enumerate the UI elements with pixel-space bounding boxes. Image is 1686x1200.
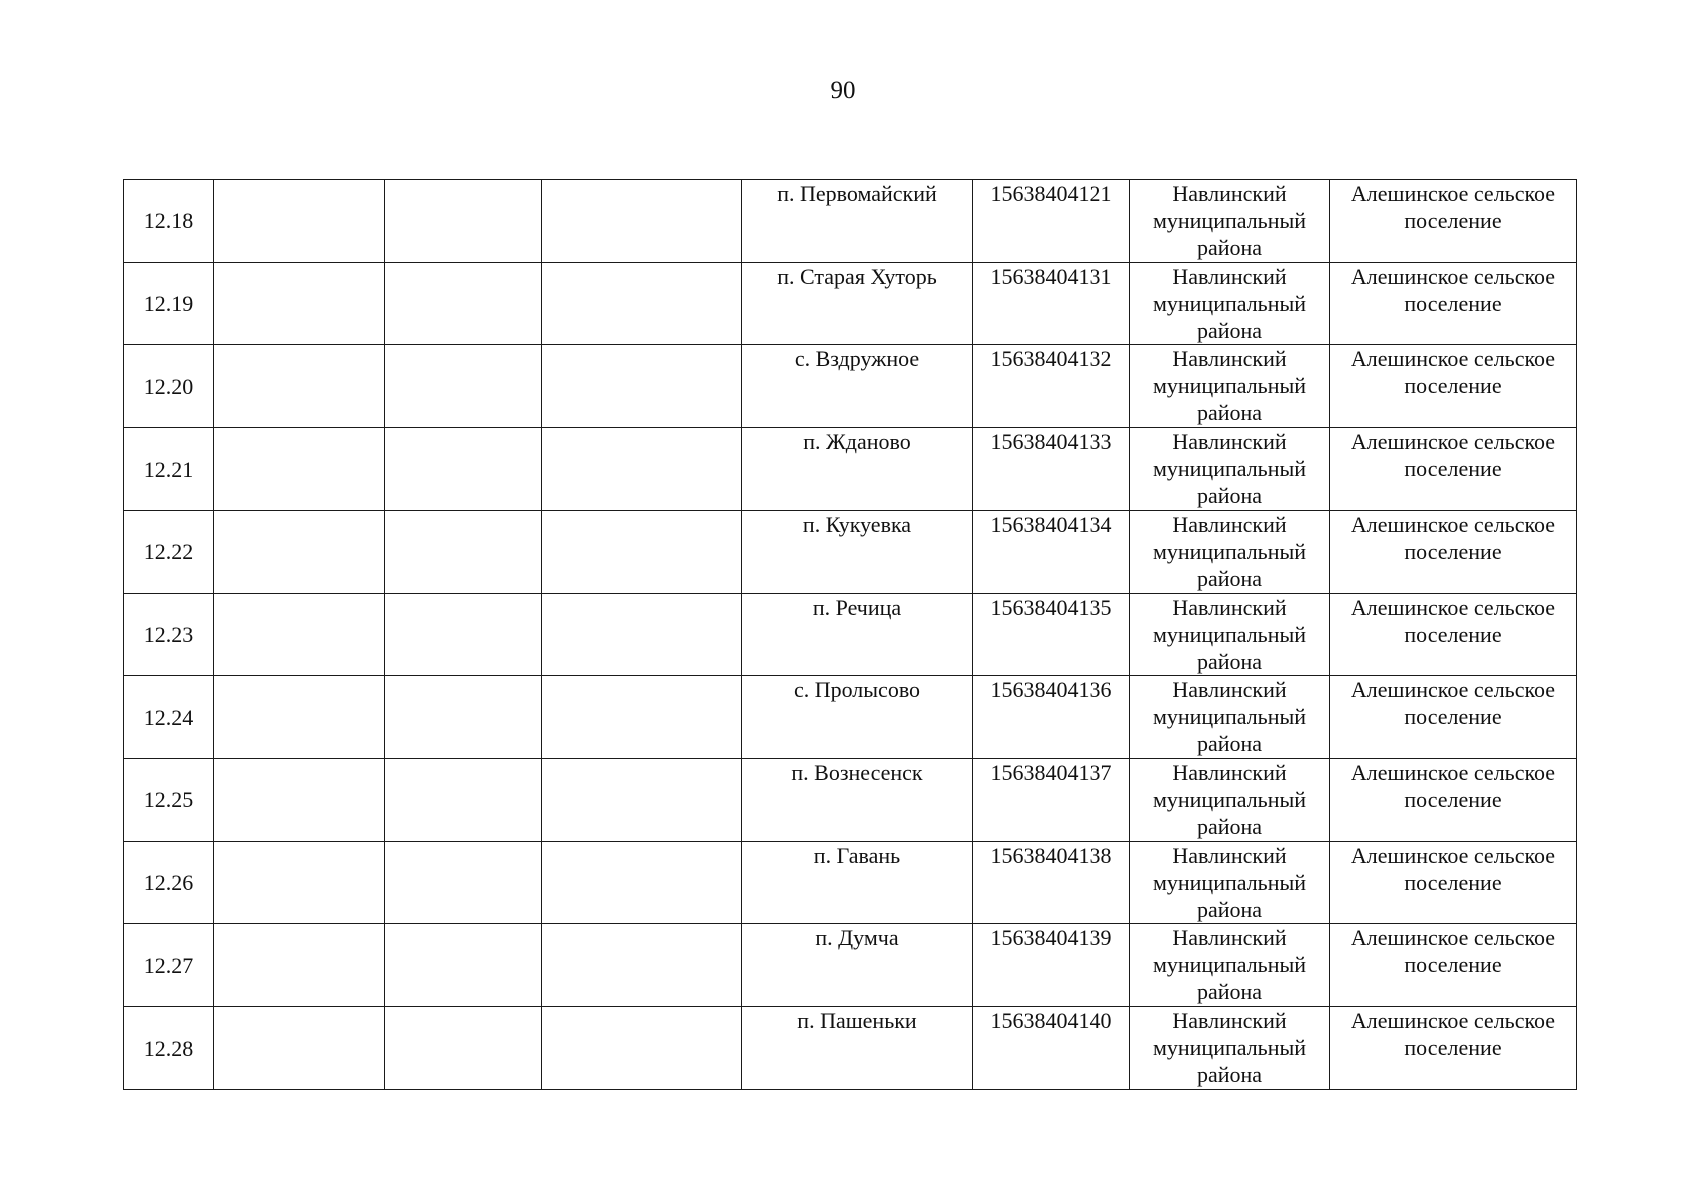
empty-cell xyxy=(385,180,542,263)
district-name: Навлинский муниципальный района xyxy=(1130,924,1330,1007)
settlement-name: с. Вздружное xyxy=(742,345,973,428)
empty-cell xyxy=(214,1007,385,1090)
empty-cell xyxy=(385,345,542,428)
municipality-name: Алешинское сельское поселение xyxy=(1330,676,1577,759)
municipality-name: Алешинское сельское поселение xyxy=(1330,428,1577,511)
table-row xyxy=(124,759,1577,842)
settlement-name: п. Речица xyxy=(742,593,973,676)
oktmo-code: 15638404133 xyxy=(973,428,1130,511)
district-name: Навлинский муниципальный района xyxy=(1130,262,1330,345)
settlement-name: п. Кукуевка xyxy=(742,510,973,593)
oktmo-code: 15638404131 xyxy=(973,262,1130,345)
district-name: Навлинский муниципальный района xyxy=(1130,510,1330,593)
row-number: 12.24 xyxy=(124,676,214,759)
row-number: 12.20 xyxy=(124,345,214,428)
empty-cell xyxy=(542,180,742,263)
empty-cell xyxy=(214,841,385,924)
row-number: 12.28 xyxy=(124,1007,214,1090)
oktmo-code: 15638404132 xyxy=(973,345,1130,428)
row-number: 12.25 xyxy=(124,759,214,842)
row-number: 12.23 xyxy=(124,593,214,676)
oktmo-code: 15638404134 xyxy=(973,510,1130,593)
empty-cell xyxy=(385,924,542,1007)
table-row xyxy=(124,180,1577,263)
table-row xyxy=(124,510,1577,593)
table-row xyxy=(124,593,1577,676)
table-row xyxy=(124,345,1577,428)
table-row xyxy=(124,841,1577,924)
municipality-name: Алешинское сельское поселение xyxy=(1330,345,1577,428)
district-name: Навлинский муниципальный района xyxy=(1130,841,1330,924)
empty-cell xyxy=(385,841,542,924)
empty-cell xyxy=(542,510,742,593)
oktmo-code: 15638404137 xyxy=(973,759,1130,842)
district-name: Навлинский муниципальный района xyxy=(1130,676,1330,759)
district-name: Навлинский муниципальный района xyxy=(1130,345,1330,428)
municipality-name: Алешинское сельское поселение xyxy=(1330,924,1577,1007)
oktmo-code: 15638404136 xyxy=(973,676,1130,759)
empty-cell xyxy=(214,593,385,676)
table-row xyxy=(124,924,1577,1007)
settlement-registry-table xyxy=(123,179,1577,1090)
district-name: Навлинский муниципальный района xyxy=(1130,759,1330,842)
oktmo-code: 15638404121 xyxy=(973,180,1130,263)
oktmo-code: 15638404135 xyxy=(973,593,1130,676)
empty-cell xyxy=(385,262,542,345)
empty-cell xyxy=(542,759,742,842)
district-name: Навлинский муниципальный района xyxy=(1130,593,1330,676)
municipality-name: Алешинское сельское поселение xyxy=(1330,1007,1577,1090)
empty-cell xyxy=(214,428,385,511)
empty-cell xyxy=(214,345,385,428)
municipality-name: Алешинское сельское поселение xyxy=(1330,759,1577,842)
empty-cell xyxy=(385,1007,542,1090)
district-name: Навлинский муниципальный района xyxy=(1130,428,1330,511)
row-number: 12.21 xyxy=(124,428,214,511)
empty-cell xyxy=(214,759,385,842)
settlement-name: п. Вознесенск xyxy=(742,759,973,842)
empty-cell xyxy=(214,676,385,759)
empty-cell xyxy=(542,428,742,511)
table-body xyxy=(124,180,1577,1090)
empty-cell xyxy=(385,759,542,842)
empty-cell xyxy=(214,262,385,345)
settlement-name: п. Гавань xyxy=(742,841,973,924)
oktmo-code: 15638404139 xyxy=(973,924,1130,1007)
table-row xyxy=(124,676,1577,759)
municipality-name: Алешинское сельское поселение xyxy=(1330,510,1577,593)
empty-cell xyxy=(385,428,542,511)
empty-cell xyxy=(542,262,742,345)
empty-cell xyxy=(214,510,385,593)
table-row xyxy=(124,428,1577,511)
empty-cell xyxy=(385,510,542,593)
empty-cell xyxy=(385,593,542,676)
empty-cell xyxy=(542,1007,742,1090)
empty-cell xyxy=(214,924,385,1007)
municipality-name: Алешинское сельское поселение xyxy=(1330,262,1577,345)
row-number: 12.22 xyxy=(124,510,214,593)
municipality-name: Алешинское сельское поселение xyxy=(1330,180,1577,263)
empty-cell xyxy=(542,345,742,428)
row-number: 12.19 xyxy=(124,262,214,345)
table-row xyxy=(124,262,1577,345)
settlement-name: п. Жданово xyxy=(742,428,973,511)
empty-cell xyxy=(542,676,742,759)
district-name: Навлинский муниципальный района xyxy=(1130,1007,1330,1090)
settlement-name: п. Старая Хуторь xyxy=(742,262,973,345)
empty-cell xyxy=(214,180,385,263)
empty-cell xyxy=(385,676,542,759)
municipality-name: Алешинское сельское поселение xyxy=(1330,593,1577,676)
settlement-name: п. Первомайский xyxy=(742,180,973,263)
oktmo-code: 15638404138 xyxy=(973,841,1130,924)
empty-cell xyxy=(542,593,742,676)
empty-cell xyxy=(542,924,742,1007)
municipality-name: Алешинское сельское поселение xyxy=(1330,841,1577,924)
row-number: 12.27 xyxy=(124,924,214,1007)
district-name: Навлинский муниципальный района xyxy=(1130,180,1330,263)
table-row xyxy=(124,1007,1577,1090)
empty-cell xyxy=(542,841,742,924)
settlement-name: п. Думча xyxy=(742,924,973,1007)
oktmo-code: 15638404140 xyxy=(973,1007,1130,1090)
page-number: 90 xyxy=(830,77,856,104)
settlement-name: п. Пашеньки xyxy=(742,1007,973,1090)
settlement-name: с. Пролысово xyxy=(742,676,973,759)
row-number: 12.18 xyxy=(124,180,214,263)
row-number: 12.26 xyxy=(124,841,214,924)
